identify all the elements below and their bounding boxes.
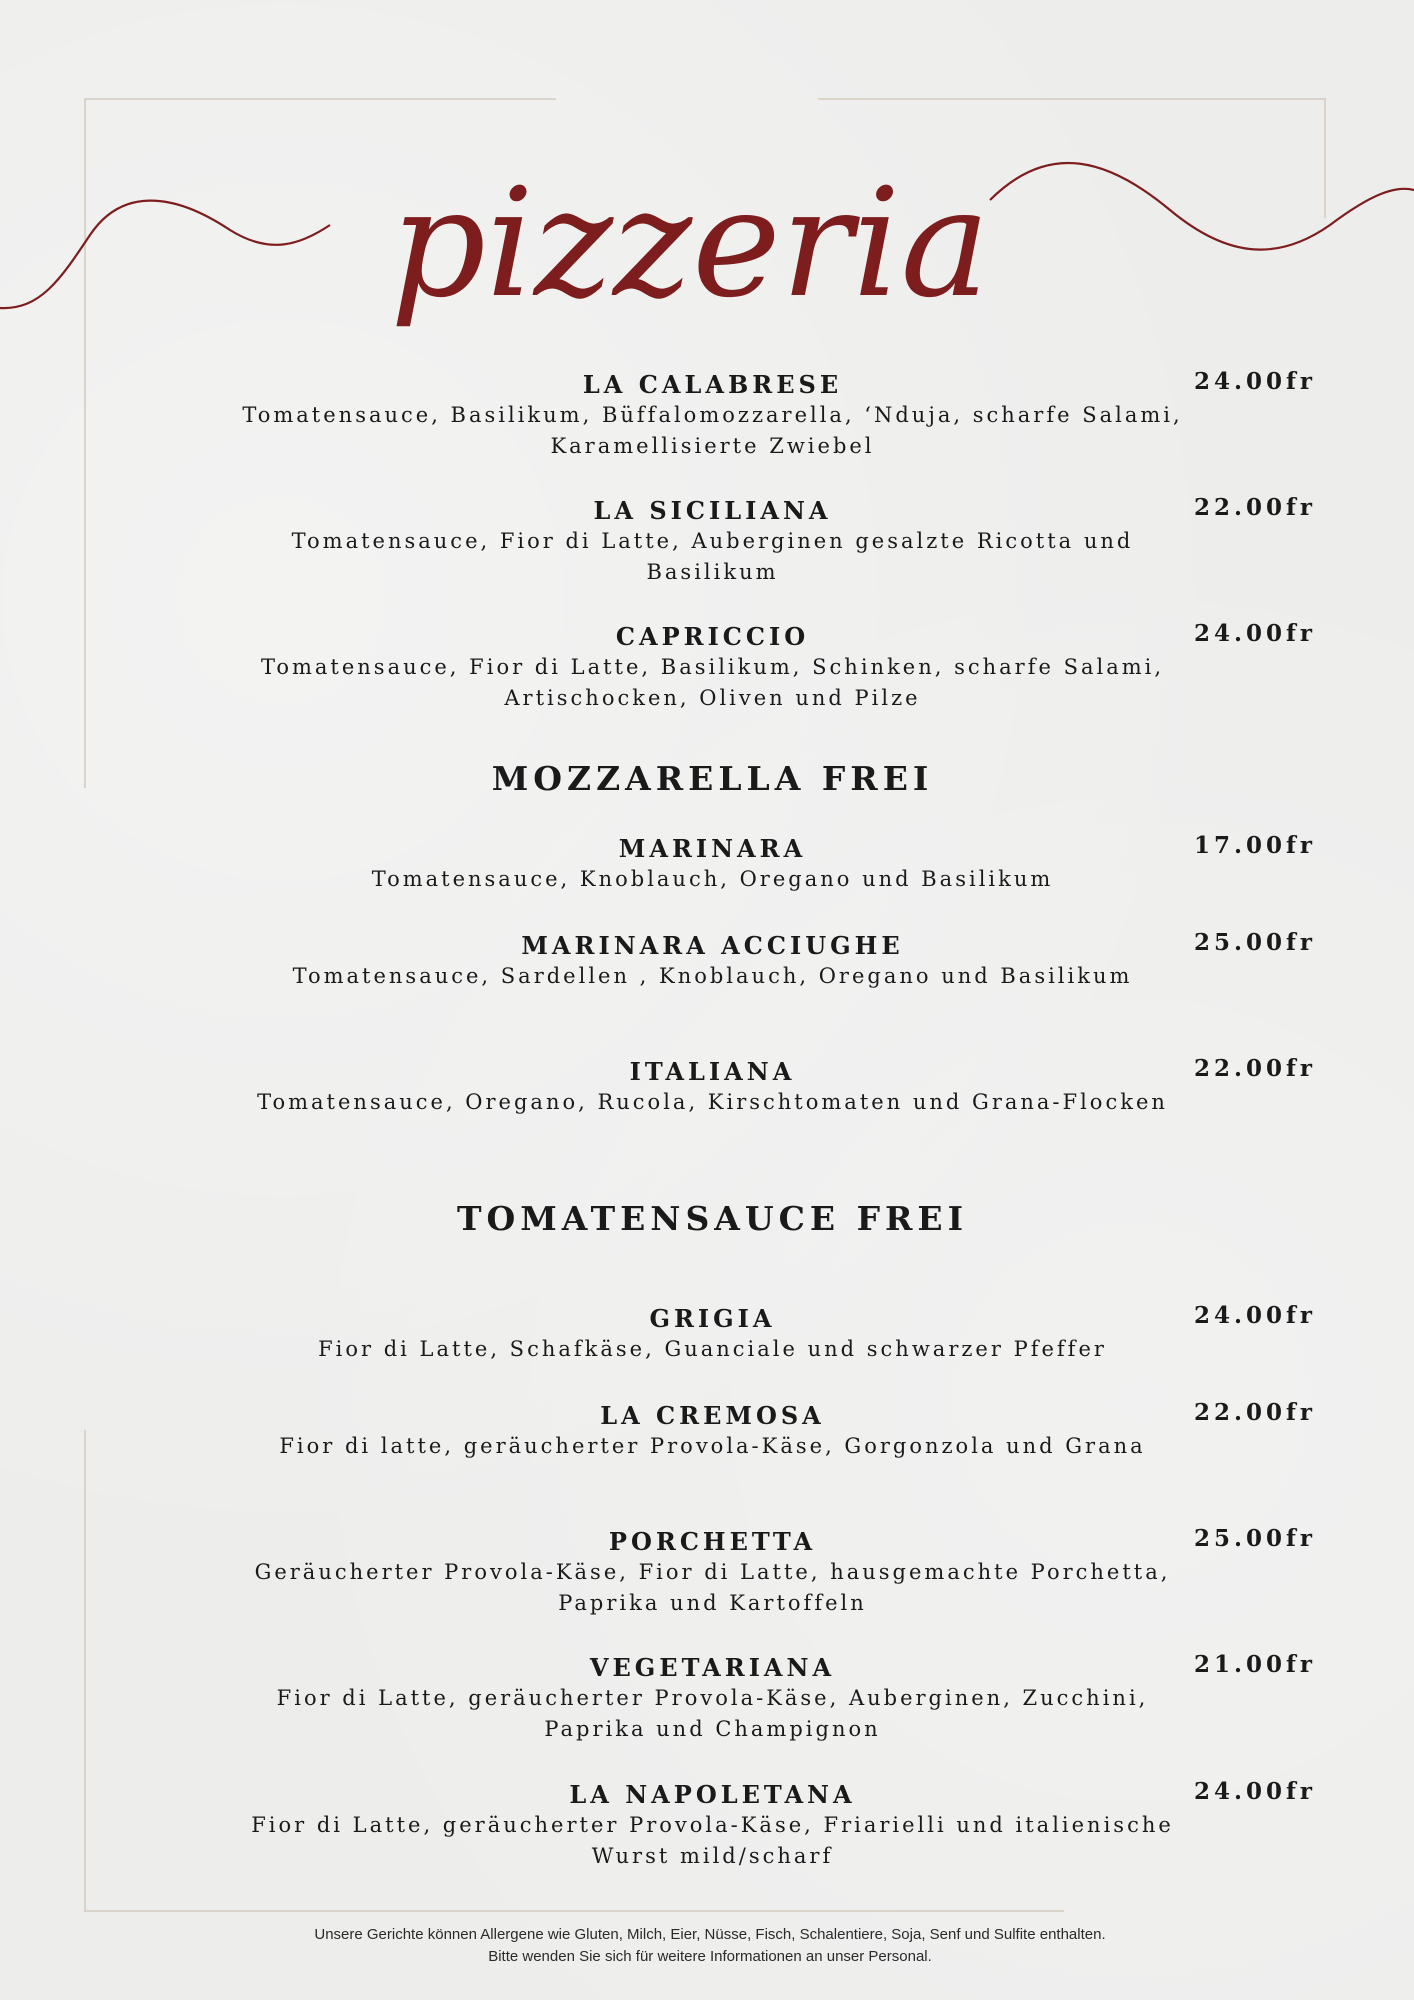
menu-item-name: MARINARA — [618, 834, 807, 863]
menu-item-description: Tomatensauce, Fior di Latte, Basilikum, Schinken, scharfe Salami, Artischocken, Oliven und Pilze — [260, 655, 1165, 710]
menu-item — [230, 1304, 1195, 1365]
menu-item-name: CAPRICCIO — [615, 622, 810, 651]
menu-item-price: 24.00fr — [1193, 620, 1317, 647]
menu-item — [230, 1527, 1195, 1619]
footer-line-1: Unsere Gerichte können Allergene wie Gluten, Milch, Eier, Nüsse, Fisch, Schalentiere, Soja, Senf und Sulfite enthalten. — [314, 1926, 1106, 1943]
menu-item-price: 25.00fr — [1193, 929, 1317, 956]
section-title-tomatensauce-frei: TOMATENSAUCE FREI — [456, 1199, 969, 1238]
menu-item-description: Fior di Latte, geräucherter Provola-Käse, Friarielli und italienische Wurst mild/scharf — [251, 1813, 1174, 1868]
menu-item-price: 25.00fr — [1193, 1525, 1317, 1552]
menu-item-name: VEGETARIANA — [589, 1653, 836, 1682]
allergen-footer — [180, 1924, 1240, 1968]
menu-item — [230, 622, 1195, 714]
menu-item-name: LA CALABRESE — [582, 370, 843, 399]
menu-item-price: 24.00fr — [1193, 1302, 1317, 1329]
menu-item-description: Tomatensauce, Fior di Latte, Auberginen gesalzte Ricotta und Basilikum — [291, 529, 1134, 584]
menu-item — [230, 1780, 1195, 1872]
menu-item-description: Fior di Latte, geräucherter Provola-Käse, Auberginen, Zucchini, Paprika und Champignon — [276, 1686, 1149, 1741]
menu-item-name: LA NAPOLETANA — [569, 1780, 856, 1809]
menu-item-price: 21.00fr — [1193, 1651, 1317, 1678]
menu-item-price: 22.00fr — [1193, 1055, 1317, 1082]
menu-item-name: MARINARA ACCIUGHE — [521, 931, 904, 960]
menu-item-price: 22.00fr — [1193, 494, 1317, 521]
frame-top-left — [84, 98, 556, 100]
menu-item-description: Fior di latte, geräucherter Provola-Käse, Gorgonzola und Grana — [279, 1434, 1146, 1458]
menu-item-description: Tomatensauce, Basilikum, Büffalomozzarella, ‘Nduja, scharfe Salami, Karamellisierte Zwiebel — [242, 403, 1183, 458]
menu-item — [230, 1653, 1195, 1745]
menu-item-price: 22.00fr — [1193, 1399, 1317, 1426]
menu-item-description: Tomatensauce, Knoblauch, Oregano und Basilikum — [371, 867, 1054, 891]
frame-top-right — [818, 98, 1326, 100]
menu-item-price: 17.00fr — [1193, 832, 1317, 859]
menu-item-name: LA CREMOSA — [600, 1401, 825, 1430]
menu-item — [230, 834, 1195, 895]
footer-line-2: Bitte wenden Sie sich für weitere Informationen an unser Personal. — [488, 1948, 932, 1965]
menu-item-price: 24.00fr — [1193, 1778, 1317, 1805]
title-graphic — [0, 130, 1414, 370]
title-swash-right — [990, 163, 1414, 250]
menu-item — [230, 370, 1195, 462]
menu-item-price: 24.00fr — [1193, 368, 1317, 395]
menu-item-name: ITALIANA — [629, 1057, 796, 1086]
frame-left-lower — [84, 1430, 86, 1912]
menu-item-description: Geräucherter Provola-Käse, Fior di Latte, hausgemachte Porchetta, Paprika und Kartoffeln — [254, 1560, 1171, 1615]
menu-item-description: Tomatensauce, Sardellen , Knoblauch, Oregano und Basilikum — [292, 964, 1133, 988]
menu-item — [230, 1401, 1195, 1462]
menu-item — [230, 931, 1195, 992]
section-title-mozzarella-frei: MOZZARELLA FREI — [491, 759, 934, 798]
menu-item-name: LA SICILIANA — [593, 496, 832, 525]
menu-item-description: Tomatensauce, Oregano, Rucola, Kirschtomaten und Grana-Flocken — [257, 1090, 1168, 1114]
menu-item-name: PORCHETTA — [608, 1527, 817, 1556]
title-swash — [0, 201, 330, 308]
frame-bottom — [84, 1910, 1064, 1912]
menu-item-name: GRIGIA — [649, 1304, 776, 1333]
page-title: pizzeria — [390, 157, 990, 331]
menu-item — [230, 1057, 1195, 1118]
menu-item — [230, 496, 1195, 588]
menu-item-description: Fior di Latte, Schafkäse, Guanciale und schwarzer Pfeffer — [318, 1337, 1107, 1361]
